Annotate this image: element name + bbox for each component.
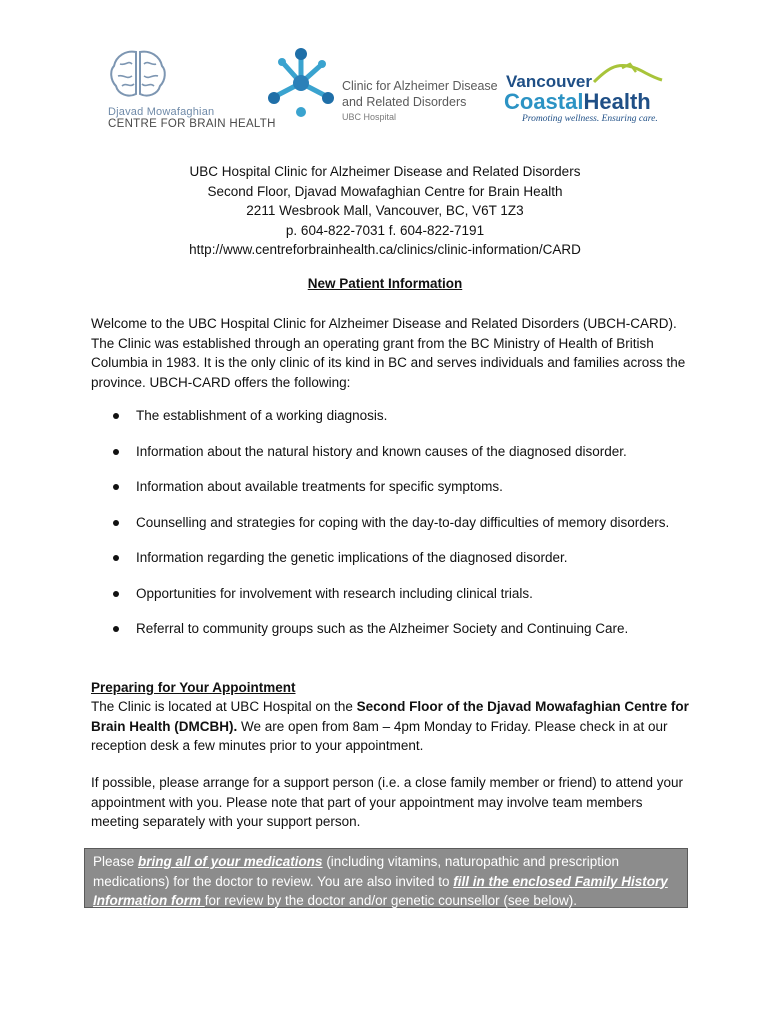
- location-text-b: We are open from 8am – 4pm Monday to Friday. Please check in at our reception desk a few minutes prior to your appointment.: [91, 718, 668, 753]
- note-text-b: (including vitamins, naturopathic and prescription medications) for the doctor to review. You are also invited to: [93, 854, 619, 889]
- location-bold: Second Floor of the Djavad Mowafaghian Centre for Brain Health (DMCBH).: [91, 699, 689, 734]
- card-logo-line3: UBC Hospital: [342, 112, 397, 122]
- card-logo-line1: Clinic for Alzheimer Disease: [342, 79, 498, 93]
- list-item: Information about available treatments for specific symptoms.: [91, 477, 691, 497]
- note-emphasis-form: fill in the enclosed Family History Information form: [93, 873, 668, 908]
- phone-fax-line: p. 604-822-7031 f. 604-822-7191: [285, 222, 485, 238]
- address-line-1: UBC Hospital Clinic for Alzheimer Disease and Related Disorders: [189, 164, 581, 179]
- mountain-icon: [592, 62, 664, 84]
- list-item: The establishment of a working diagnosis.: [91, 406, 691, 426]
- vch-tagline: Promoting wellness. Ensuring care.: [522, 114, 658, 124]
- vch-logo-line2: [504, 89, 651, 115]
- note-emphasis-medications: bring all of your medications: [138, 854, 323, 869]
- address-line-2: Second Floor, Djavad Mowafaghian Centre for Brain Health: [207, 183, 563, 199]
- cbh-logo-line2: CENTRE FOR BRAIN HEALTH: [108, 118, 276, 130]
- list-item: Opportunities for involvement with research including clinical trials.: [91, 584, 691, 604]
- list-item: Counselling and strategies for coping with the day-to-day difficulties of memory disorders.: [91, 513, 691, 533]
- clinic-url[interactable]: http://www.centreforbrainhealth.ca/clinics/clinic-information/CARD: [189, 242, 581, 257]
- centre-for-brain-health-logo: [104, 48, 276, 132]
- intro-paragraph: Welcome to the UBC Hospital Clinic for Alzheimer Disease and Related Disorders (UBCH-CARD). The Clinic was established through an operating grant from the BC Ministry of Health of British Columbia in 1983. It is the only clinic of its kind in BC and serves individuals and families across the province. UBCH-CARD offers the following:: [91, 316, 686, 390]
- medications-note-box: [84, 848, 688, 908]
- molecule-icon: [264, 46, 338, 120]
- vch-logo-line1: Vancouver: [506, 72, 592, 91]
- vancouver-coastal-health-logo: [502, 62, 672, 128]
- location-text-a: The Clinic is located at UBC Hospital on the: [91, 699, 357, 714]
- cbh-logo-line1: Djavad Mowafaghian: [108, 106, 215, 118]
- list-item: Information regarding the genetic implications of the diagnosed disorder.: [91, 548, 691, 568]
- page-title: New Patient Information: [307, 276, 463, 291]
- note-text-a: Please: [93, 854, 139, 869]
- list-item: Information about the natural history and known causes of the diagnosed disorder.: [91, 442, 691, 462]
- vch-coastal-word: Coastal: [504, 89, 584, 114]
- vch-health-word: Health: [583, 89, 651, 114]
- preparing-heading: Preparing for Your Appointment: [91, 680, 296, 695]
- card-clinic-logo: [264, 46, 498, 128]
- brain-icon: [108, 48, 168, 100]
- list-item: Referral to community groups such as the Alzheimer Society and Continuing Care.: [91, 619, 691, 639]
- support-person-paragraph: If possible, please arrange for a support person (i.e. a close family member or friend) to attend your appointment with you. Please note that part of your appointment may involve team members meeting separately with your support person.: [91, 775, 684, 829]
- services-list: [91, 406, 691, 655]
- card-logo-line2: and Related Disorders: [342, 95, 467, 109]
- address-line-3: 2211 Wesbrook Mall, Vancouver, BC, V6T 1Z3: [246, 203, 524, 218]
- clinic-address-block: [0, 162, 770, 260]
- location-paragraph: [91, 697, 691, 756]
- note-text-c: for review by the doctor and/or genetic counsellor (see below).: [204, 893, 577, 908]
